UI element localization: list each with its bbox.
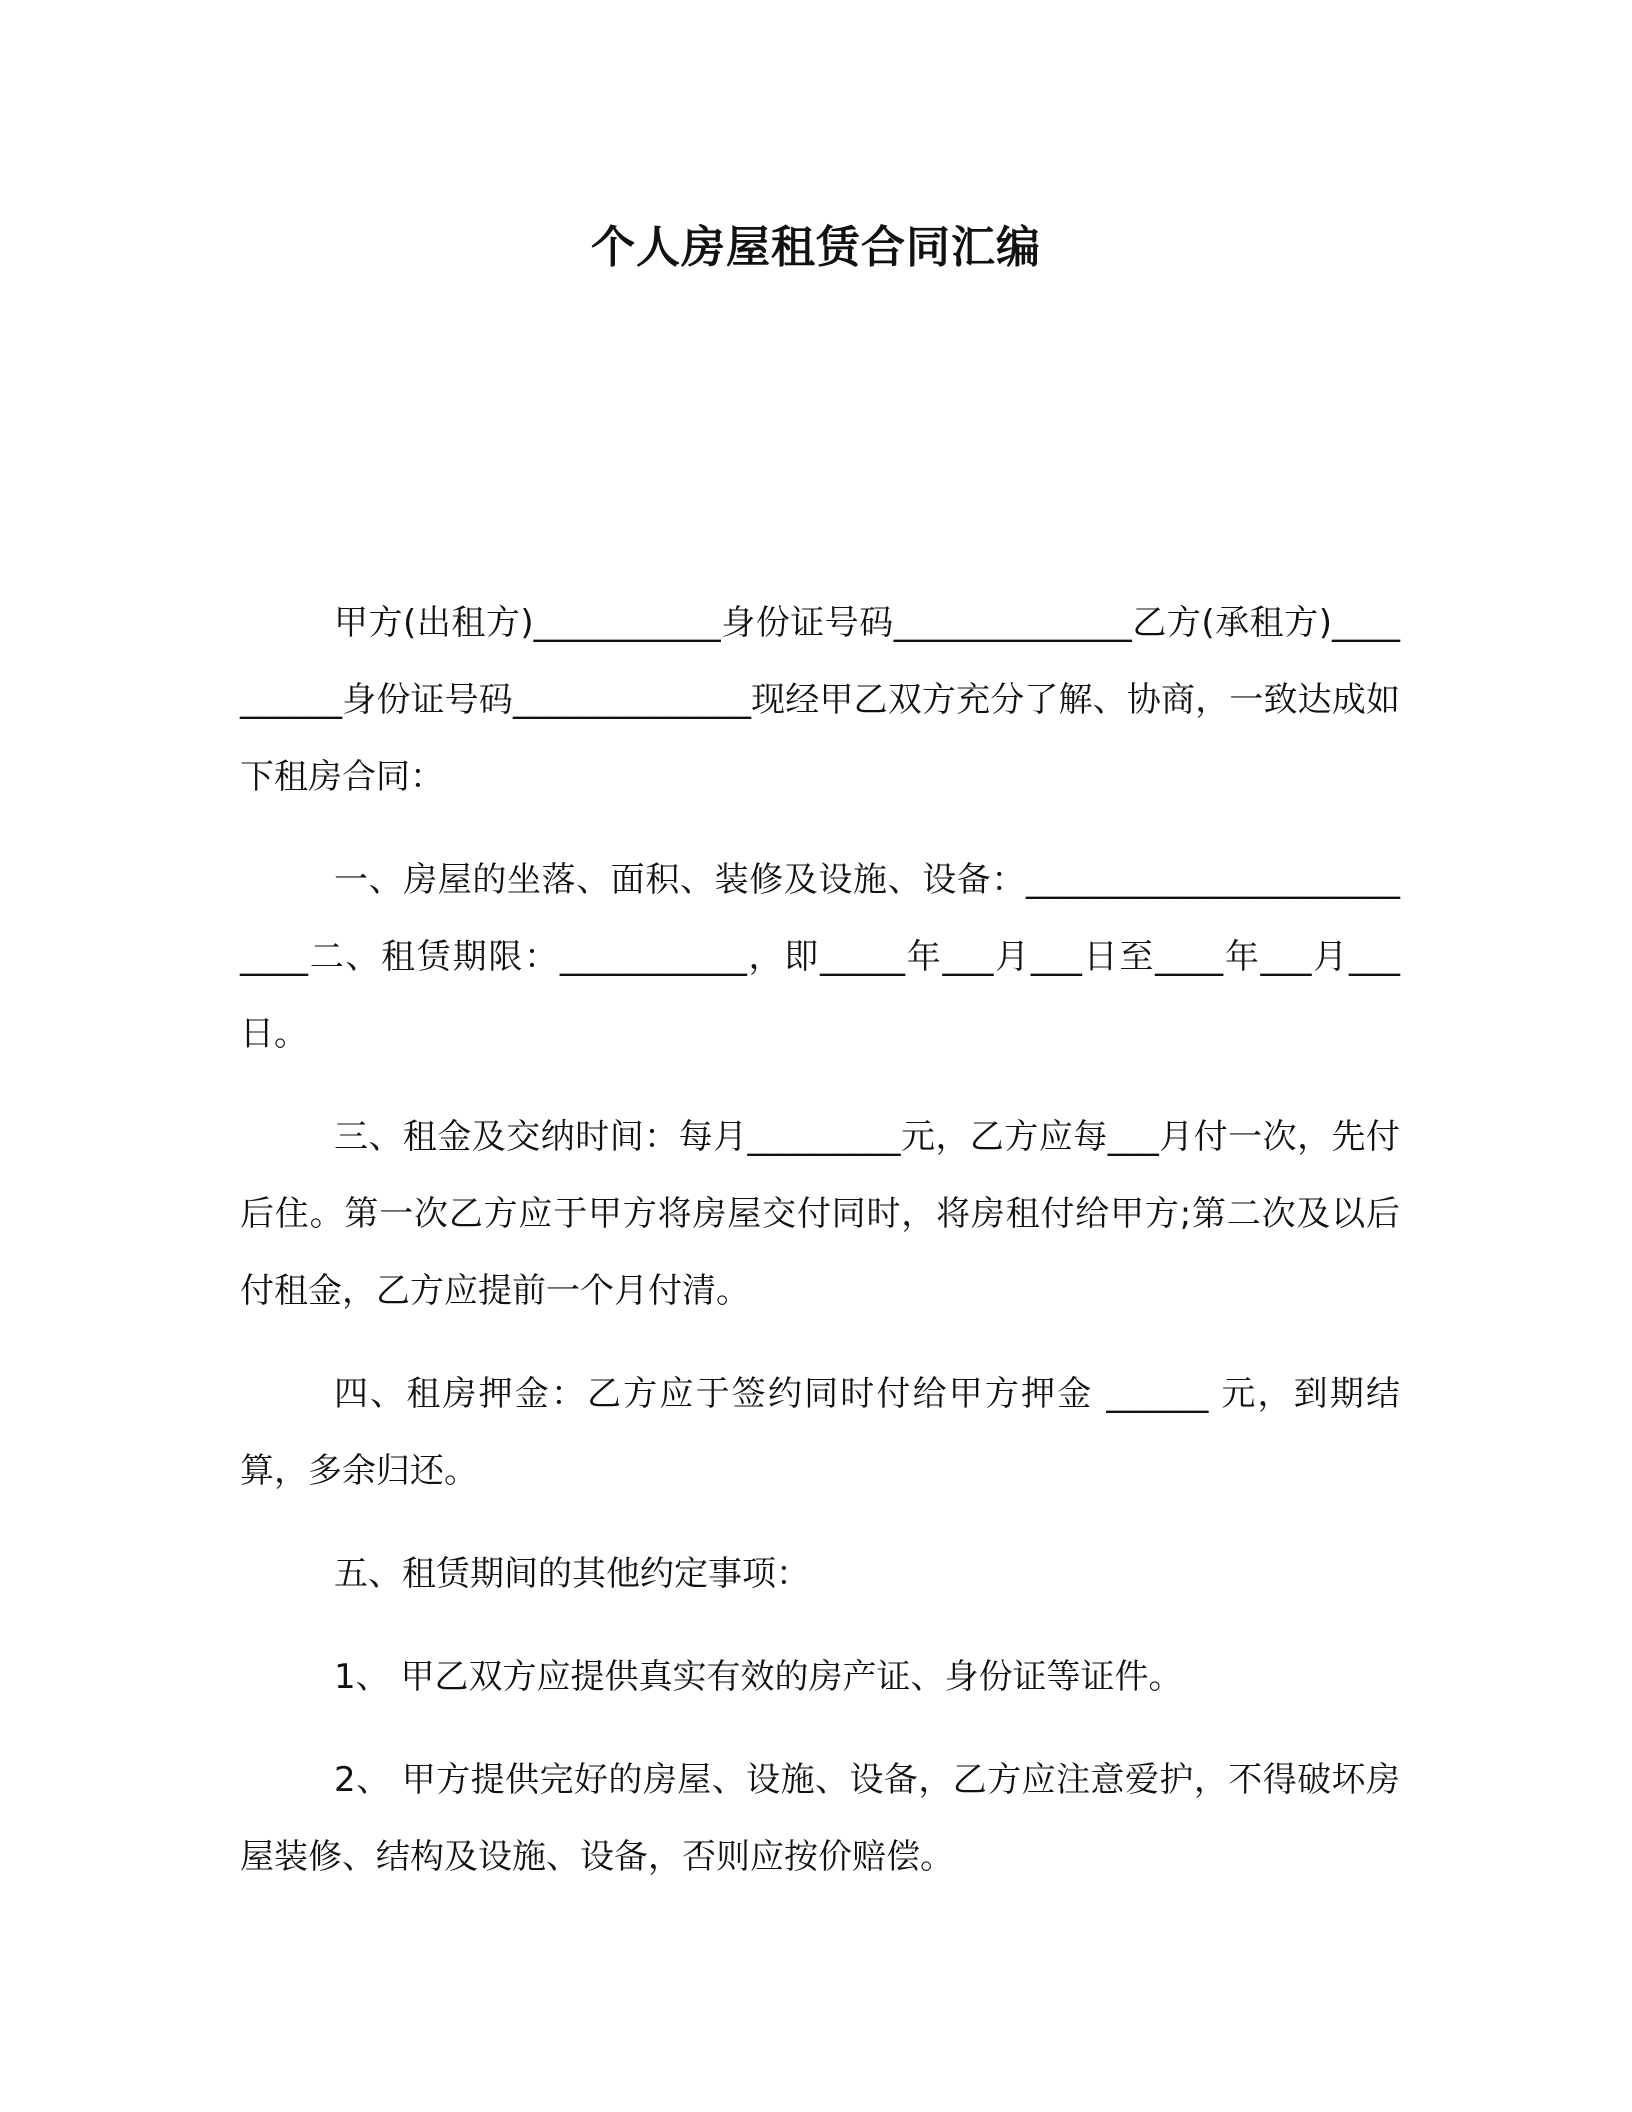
contract-body <box>240 585 1400 1922</box>
document-title: 个人房屋租赁合同汇编 <box>591 222 1041 273</box>
clause-2: 2、 甲方提供完好的房屋、设施、设备，乙方应注意爱护，不得破坏房屋装修、结构及设施、设备，否则应按价赔偿。 <box>240 1760 1400 1877</box>
other-terms-heading: 五、租赁期间的其他约定事项： <box>334 1554 810 1594</box>
rent-payment-paragraph: 三、租金及交纳时间：每月_________元，乙方应每___月付一次，先付后住。第一次乙方应于甲方将房屋交付同时，将房租付给甲方;第二次及以后付租金，乙方应提前一个月付清。 <box>240 1117 1400 1311</box>
deposit-paragraph: 四、租房押金：乙方应于签约同时付给甲方押金 ______ 元，到期结算，多余归还。 <box>240 1374 1400 1491</box>
parties-paragraph: 甲方(出租方)___________身份证号码______________乙方(承租方)__________身份证号码______________现经甲乙双方充分了解、协商，一致达成如下租房合同： <box>240 603 1400 797</box>
clause-1: 1、 甲乙双方应提供真实有效的房产证、身份证等证件。 <box>334 1657 1183 1697</box>
premises-and-term-paragraph: 一、房屋的坐落、面积、装修及设施、设备：__________________________二、租赁期限：___________，即_____年___月___日至____年___月___日。 <box>240 860 1400 1054</box>
